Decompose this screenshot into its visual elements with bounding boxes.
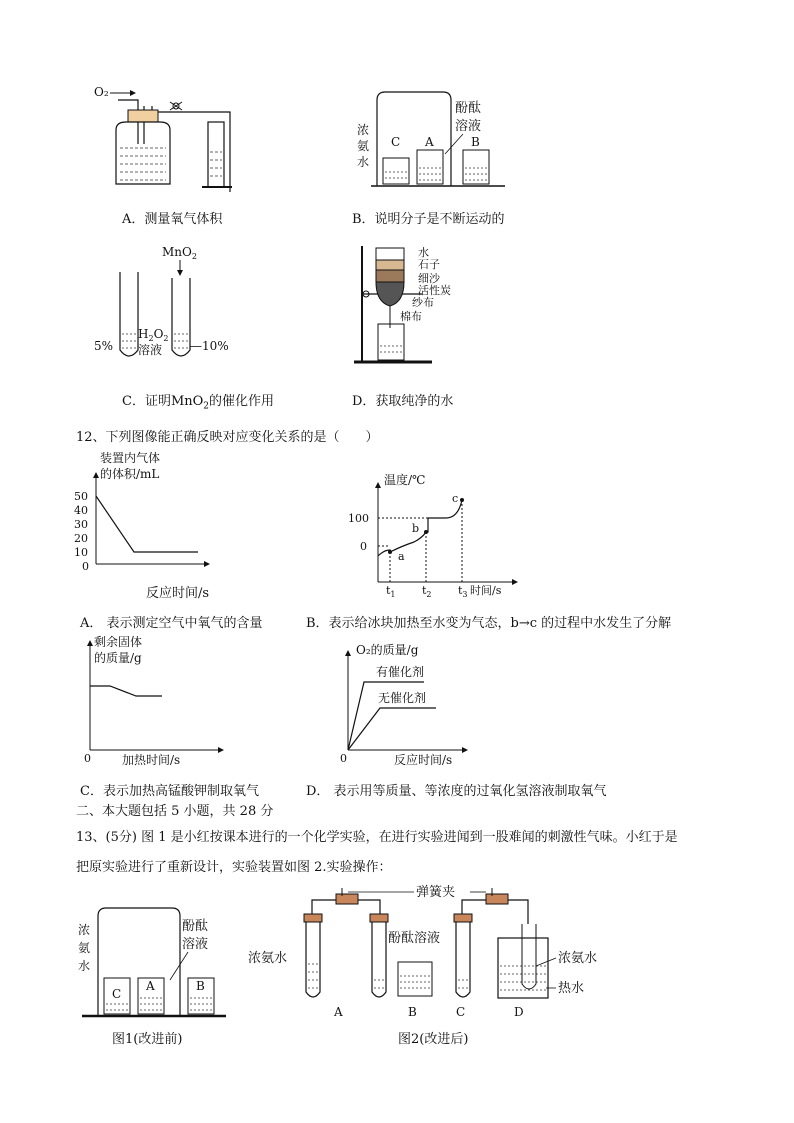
o2-label: O₂ <box>94 85 109 99</box>
svg-text:浓氨水: 浓氨水 <box>558 951 598 966</box>
svg-text:氨: 氨 <box>357 139 370 153</box>
svg-text:O₂的质量/g: O₂的质量/g <box>356 643 419 657</box>
svg-text:酚酞溶液: 酚酞溶液 <box>388 931 441 946</box>
svg-text:50: 50 <box>74 490 88 503</box>
svg-text:氨: 氨 <box>78 941 91 955</box>
svg-text:酚酞: 酚酞 <box>455 101 482 116</box>
svg-text:反应时间/s: 反应时间/s <box>394 753 453 767</box>
question-13-line2: 把原实验进行了重新设计，实验装置如图 2.实验操作： <box>76 860 392 875</box>
figure-13-1 <box>76 900 236 1020</box>
svg-text:t2: $t_2$ <box>422 584 432 599</box>
svg-text:浓: 浓 <box>78 923 91 937</box>
svg-text:c: c <box>452 492 459 505</box>
svg-text:b: b <box>412 522 420 535</box>
caption-11b: B．说明分子是不断运动的 <box>352 212 505 227</box>
caption-fig1: 图1(改进前) <box>112 1032 183 1047</box>
svg-text:—10%: —10% <box>190 339 229 353</box>
svg-text:弹簧夹: 弹簧夹 <box>416 885 456 900</box>
svg-text:B: B <box>471 135 480 149</box>
svg-text:浓氨水: 浓氨水 <box>248 951 288 966</box>
svg-text:5%: 5% <box>94 339 114 353</box>
chart-12a-xlabel: 反应时间/s <box>146 586 210 601</box>
svg-text:时间/s: 时间/s <box>470 584 502 597</box>
svg-text:剩余固体: 剩余固体 <box>94 635 143 649</box>
caption-12a: A． 表示测定空气中氧气的含量 <box>80 616 263 631</box>
chart-12c <box>82 632 232 767</box>
svg-text:C: C <box>391 135 401 149</box>
svg-text:A: A <box>425 135 434 149</box>
chart-12d <box>336 640 476 770</box>
svg-text:装置内气体: 装置内气体 <box>100 451 161 465</box>
svg-text:溶液: 溶液 <box>138 343 163 357</box>
svg-text:t1: $t_1$ <box>386 584 396 599</box>
question-13-line1: 13、(5分) 图 1 是小红按课本进行的一个化学实验，在进行实验进闻到一股难闻的刺激性气味。小红于是 <box>76 830 678 845</box>
figure-11c-apparatus <box>92 242 242 367</box>
svg-text:水: 水 <box>78 959 91 973</box>
caption-12c: C．表示加热高锰酸钾制取氧气 <box>80 784 259 799</box>
svg-text:C: C <box>112 987 122 1001</box>
svg-text:30: 30 <box>74 518 88 531</box>
chart-12a <box>72 448 222 576</box>
svg-text:100: 100 <box>348 512 369 525</box>
figure-13-2 <box>246 884 606 1019</box>
svg-text:a: a <box>398 550 405 563</box>
svg-text:MnO2: MnO$_2$ <box>162 245 197 261</box>
svg-text:石子: 石子 <box>418 258 440 271</box>
section-heading: 二、本大题包括 5 小题，共 28 分 <box>76 804 274 819</box>
svg-text:水: 水 <box>357 155 370 169</box>
svg-text:t3: $t_3$ <box>458 584 468 599</box>
svg-text:40: 40 <box>74 504 88 517</box>
svg-text:温度/℃: 温度/℃ <box>384 473 426 487</box>
svg-text:A: A <box>146 979 155 993</box>
svg-text:热水: 热水 <box>558 981 585 996</box>
svg-text:B: B <box>408 1005 417 1019</box>
chart-12b <box>342 470 522 600</box>
svg-text:棉布: 棉布 <box>400 310 422 323</box>
svg-text:0: 0 <box>82 560 89 573</box>
caption-11c: C．证明MnO$_2$的催化作用 <box>122 394 275 412</box>
svg-text:B: B <box>196 979 205 993</box>
svg-text:溶液: 溶液 <box>182 937 209 952</box>
svg-text:有催化剂: 有催化剂 <box>376 665 425 679</box>
svg-text:纱布: 纱布 <box>412 296 434 309</box>
svg-text:无催化剂: 无催化剂 <box>378 691 427 705</box>
svg-text:20: 20 <box>74 532 88 545</box>
svg-text:酚酞: 酚酞 <box>182 919 209 934</box>
svg-text:0: 0 <box>360 540 367 553</box>
svg-text:溶液: 溶液 <box>455 119 482 134</box>
svg-text:浓: 浓 <box>357 123 370 137</box>
caption-11a: A．测量氧气体积 <box>122 212 223 227</box>
svg-text:10: 10 <box>74 546 88 559</box>
svg-text:的体积/mL: 的体积/mL <box>100 467 160 481</box>
svg-text:H2O2: $H_2O_2$ <box>138 327 169 343</box>
figure-11b-apparatus <box>355 88 525 188</box>
figure-11d-apparatus <box>352 242 492 367</box>
question-12: 12、下列图像能正确反映对应变化关系的是（ ） <box>76 430 379 445</box>
svg-text:的质量/g: 的质量/g <box>94 651 142 665</box>
svg-text:加热时间/s: 加热时间/s <box>122 753 181 767</box>
svg-text:活性炭: 活性炭 <box>418 284 451 297</box>
svg-text:D: D <box>514 1005 524 1019</box>
svg-text:C: C <box>456 1005 466 1019</box>
caption-11d: D．获取纯净的水 <box>352 394 454 409</box>
caption-fig2: 图2(改进后) <box>398 1032 469 1047</box>
svg-text:A: A <box>334 1005 343 1019</box>
caption-12b: B．表示给冰块加热至水变为气态，b→c 的过程中水发生了分解 <box>306 616 672 631</box>
svg-text:0: 0 <box>84 752 91 765</box>
svg-text:0: 0 <box>340 752 347 765</box>
svg-text:细沙: 细沙 <box>418 272 440 285</box>
figure-11a-apparatus <box>90 82 250 192</box>
svg-text:水: 水 <box>418 246 429 259</box>
caption-12d: D． 表示用等质量、等浓度的过氧化氢溶液制取氧气 <box>306 784 607 799</box>
